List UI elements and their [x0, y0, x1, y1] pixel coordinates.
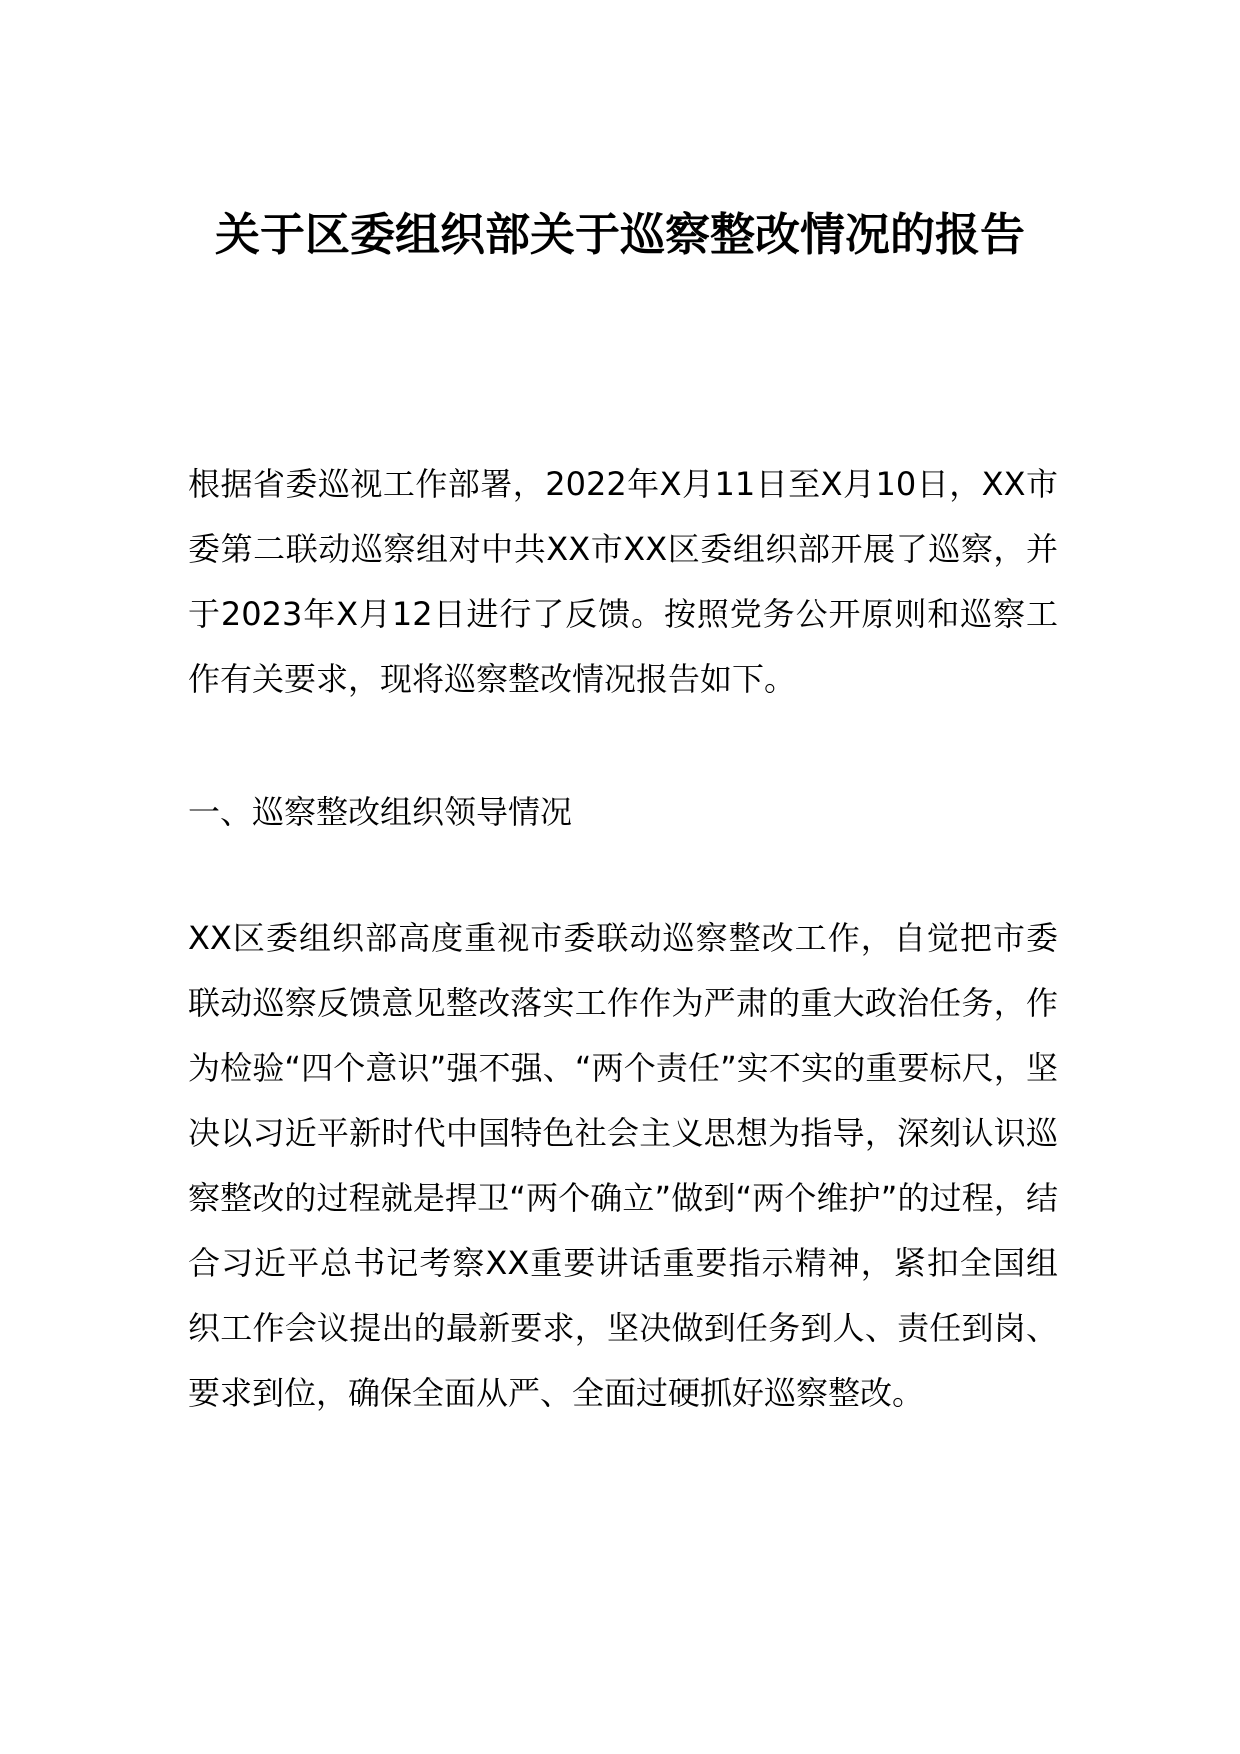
- intro-paragraph: 根据省委巡视工作部署，2022年X月11日至X月10日，XX市委第二联动巡察组对中共XX市XX区委组织部开展了巡察，并于2023年X月12日进行了反馈。按照党务公开原则和巡察工作有关要求，现将巡察整改情况报告如下。: [188, 465, 1058, 698]
- document-title: 关于区委组织部关于巡察整改情况的报告: [214, 208, 1025, 261]
- section-1-heading: 一、巡察整改组织领导情况: [188, 793, 573, 831]
- section-1-body-paragraph: XX区委组织部高度重视市委联动巡察整改工作，自觉把市委联动巡察反馈意见整改落实工作作为严肃的重大政治任务，作为检验“四个意识”强不强、“两个责任”实不实的重要标尺，坚决以习近平新时代中国特色社会主义思想为指导，深刻认识巡察整改的过程就是捍卫“两个确立”做到“两个维护”的过程，结合习近平总书记考察XX重要讲话重要指示精神，紧扣全国组织工作会议提出的最新要求，坚决做到任务到人、责任到岗、要求到位，确保全面从严、全面过硬抓好巡察整改。: [188, 919, 1058, 1412]
